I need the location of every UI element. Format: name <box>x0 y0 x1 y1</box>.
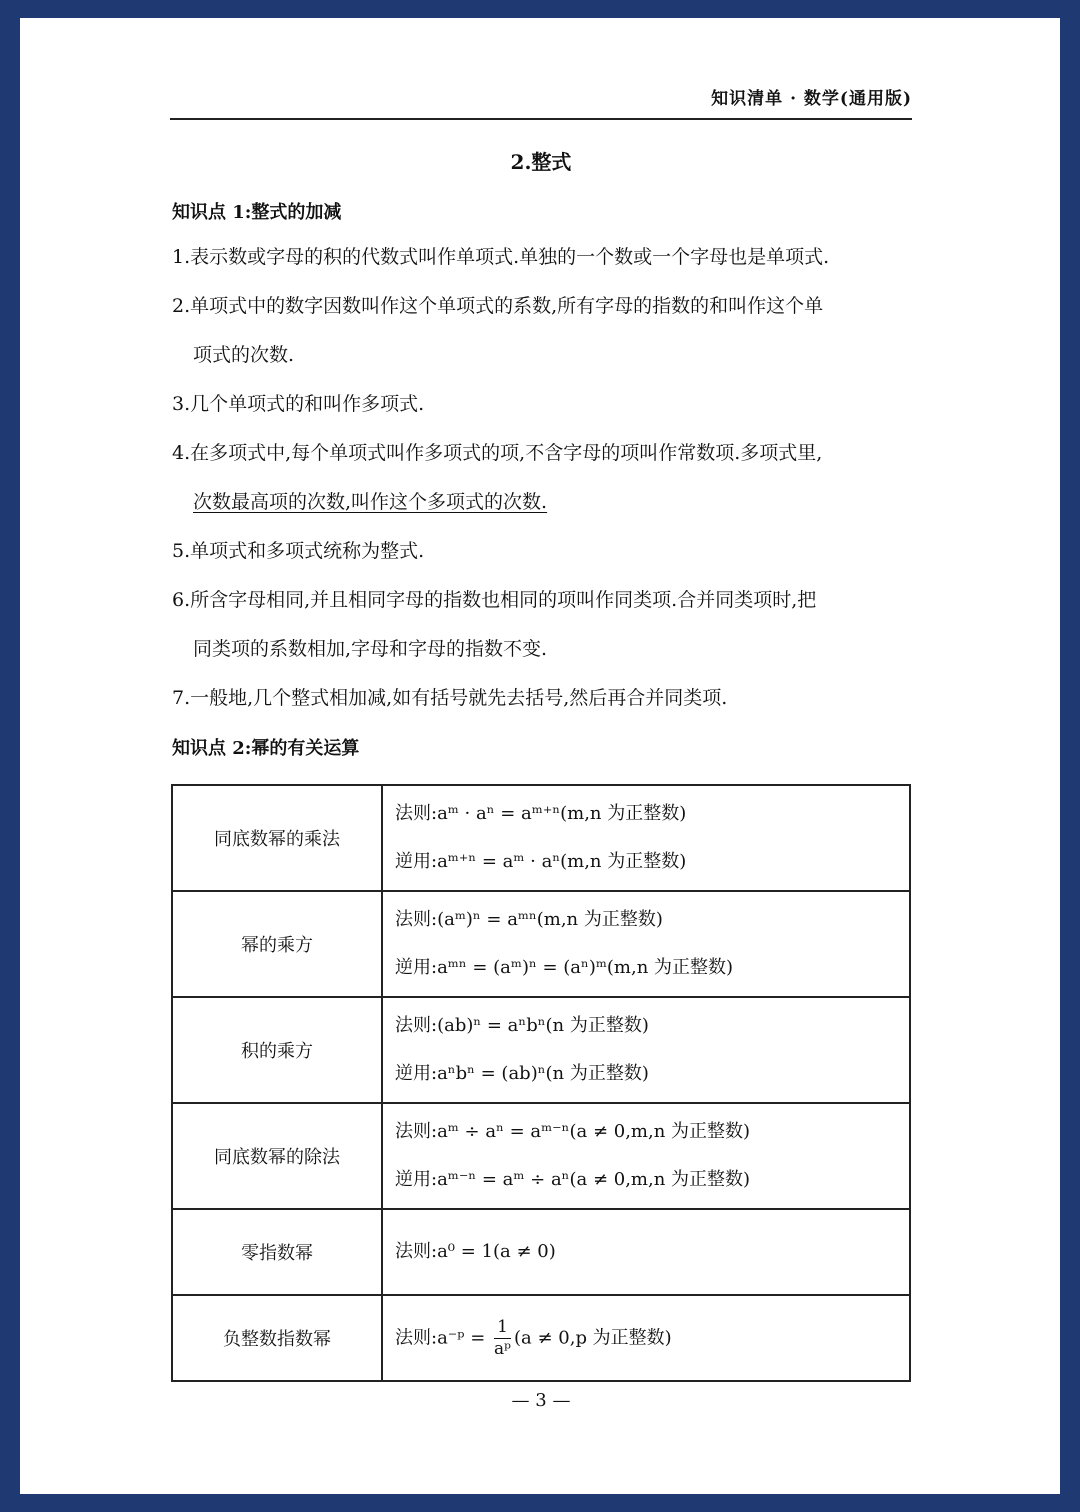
list-item-text: 1.表示数或字母的积的代数式叫作单项式.单独的一个数或一个字母也是单项式. <box>172 246 830 268</box>
fraction <box>494 1316 511 1359</box>
rule-name: 积的乘方 <box>172 997 382 1103</box>
table-row <box>172 785 910 891</box>
rule-name: 零指数幂 <box>172 1209 382 1295</box>
document-page <box>20 18 1060 1494</box>
rule-law: 法则:aᵐ · aⁿ = aᵐ⁺ⁿ(m,n 为正整数) <box>395 803 687 824</box>
rule-name: 负整数指数幂 <box>172 1295 382 1381</box>
list-item-1 <box>172 233 917 282</box>
list-item-continuation: 次数最高项的次数,叫作这个多项式的次数. <box>193 491 548 513</box>
table-row <box>172 1103 910 1209</box>
knowledge-point-2-heading: 知识点 2:幂的有关运算 <box>172 738 360 759</box>
section-title: 2.整式 <box>510 150 572 174</box>
rule-name: 同底数幂的除法 <box>172 1103 382 1209</box>
rule-name: 同底数幂的乘法 <box>172 785 382 891</box>
fraction-denominator: aᵖ <box>494 1338 511 1359</box>
rule-law: 法则:(ab)ⁿ = aⁿbⁿ(n 为正整数) <box>395 1015 649 1036</box>
page-number: — 3 — <box>511 1390 571 1411</box>
table-row <box>172 891 910 997</box>
power-rules-table <box>171 784 911 1382</box>
rule-formulas <box>382 1103 910 1209</box>
rule-formulas <box>382 997 910 1103</box>
rule-law: 法则:a⁰ = 1(a ≠ 0) <box>395 1241 556 1262</box>
table-row <box>172 1295 910 1381</box>
rule-law-suffix: (a ≠ 0,p 为正整数) <box>513 1327 672 1348</box>
rule-law: 法则:aᵐ ÷ aⁿ = aᵐ⁻ⁿ(a ≠ 0,m,n 为正整数) <box>395 1121 751 1142</box>
list-item-2 <box>172 282 917 380</box>
list-item-5 <box>172 527 917 576</box>
table-row <box>172 997 910 1103</box>
rule-formulas <box>382 891 910 997</box>
fraction-numerator: 1 <box>494 1319 511 1339</box>
list-item-text: 6.所含字母相同,并且相同字母的指数也相同的项叫作同类项.合并同类项时,把 <box>172 589 817 611</box>
rule-inverse: 逆用:aⁿbⁿ = (ab)ⁿ(n 为正整数) <box>395 1063 649 1084</box>
rule-formulas <box>382 785 910 891</box>
table-row <box>172 1209 910 1295</box>
list-item-7 <box>172 674 917 723</box>
list-item-text: 4.在多项式中,每个单项式叫作多项式的项,不含字母的项叫作常数项.多项式里, <box>172 442 823 464</box>
list-item-text: 7.一般地,几个整式相加减,如有括号就先去括号,然后再合并同类项. <box>172 687 728 709</box>
list-item-6 <box>172 576 917 674</box>
rule-inverse: 逆用:aᵐ⁻ⁿ = aᵐ ÷ aⁿ(a ≠ 0,m,n 为正整数) <box>395 1169 751 1190</box>
rule-law: 法则:(aᵐ)ⁿ = aᵐⁿ(m,n 为正整数) <box>395 909 663 930</box>
rule-name: 幂的乘方 <box>172 891 382 997</box>
rule-inverse: 逆用:aᵐⁿ = (aᵐ)ⁿ = (aⁿ)ᵐ(m,n 为正整数) <box>395 957 734 978</box>
knowledge-point-1-heading: 知识点 1:整式的加减 <box>172 202 342 223</box>
rule-formulas <box>382 1295 910 1381</box>
running-header: 知识清单 · 数学(通用版) <box>711 89 912 109</box>
list-item-continuation: 项式的次数. <box>193 344 295 366</box>
list-item-text: 2.单项式中的数字因数叫作这个单项式的系数,所有字母的指数的和叫作这个单 <box>172 295 824 317</box>
list-item-text: 5.单项式和多项式统称为整式. <box>172 540 425 562</box>
rule-inverse: 逆用:aᵐ⁺ⁿ = aᵐ · aⁿ(m,n 为正整数) <box>395 851 687 872</box>
list-item-4 <box>172 429 917 527</box>
header-divider <box>170 118 912 120</box>
list-item-3 <box>172 380 917 429</box>
rule-formulas <box>382 1209 910 1295</box>
list-item-text: 3.几个单项式的和叫作多项式. <box>172 393 425 415</box>
rule-law-prefix: 法则:a⁻ᵖ = <box>395 1327 486 1348</box>
list-item-continuation: 同类项的系数相加,字母和字母的指数不变. <box>193 638 548 660</box>
